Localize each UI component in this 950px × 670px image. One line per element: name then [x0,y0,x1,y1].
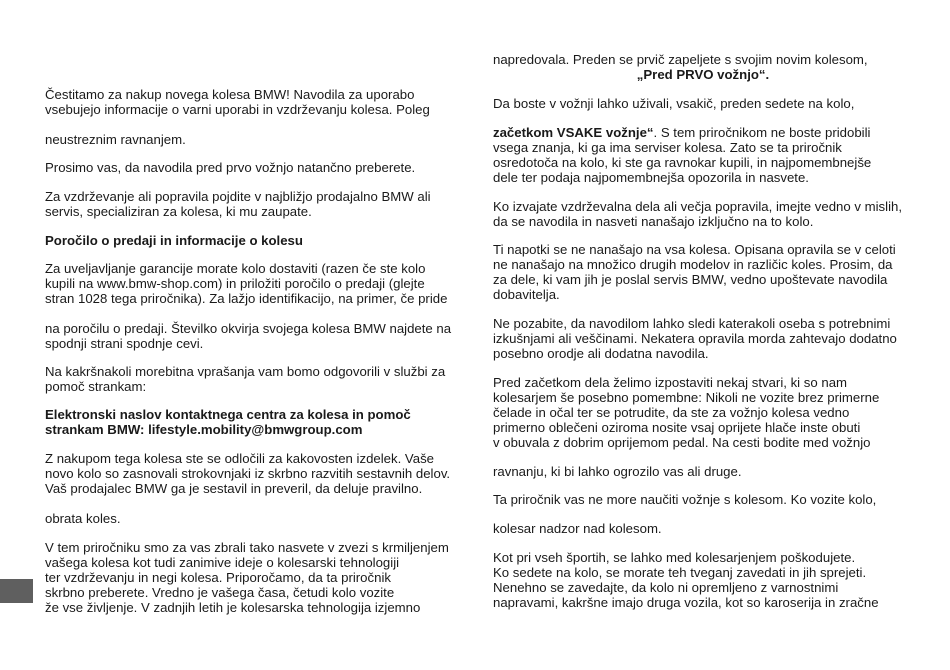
text-line: Čestitamo za nakup novega kolesa BMW! Navodila za uporabo [45,87,415,102]
text-line: v obuvala z dobrim oprijemom pedal. Na cesti bodite med vožnjo [493,435,871,450]
text-line: Kot pri vseh športih, se lahko med kolesarjenjem poškodujete. [493,550,856,565]
text-line: Na kakršnakoli morebitna vprašanja vam bomo odgovorili v službi za [45,364,446,379]
text-line: ne nanašajo na množico drugih modelov in različic koles. Prosim, da [493,257,893,272]
text-line: kolesar nadzor nad kolesom. [493,521,662,536]
text-line: dele ter podaja najpomembnejša opozorila in nasvete. [493,170,809,185]
text-line: ter vzdrževanju in negi kolesa. Priporočamo, da ta priročnik [45,570,391,585]
text-line: vsega znanja, ki ga ima serviser kolesa. Zato se ta priročnik [493,140,842,155]
text-line: posebno orodje ali dodatna navodila. [493,346,709,361]
text-line [493,125,870,140]
text-line: Ti napotki se ne nanašajo na vsa kolesa. Opisana opravila se v celoti [493,242,896,257]
text-line: čelade in očal ter se potrudite, da ste za vožnjo kolesa vedno [493,405,850,420]
text-line: skrbno preberete. Vredno je vašega časa, četudi kolo vozite [45,585,395,600]
text-line: za dele, ki vam jih je poslal servis BMW, vedno upoštevate navodila [493,272,888,287]
text-line: Ko izvajate vzdrževalna dela ali večja popravila, imejte vedno v mislih, [493,199,903,214]
text-line: osredotoča na kolo, ki ste ga ravnokar kupili, in najpomembnejše [493,155,872,170]
text-line: Ko sedete na kolo, se morate teh tveganj zavedati in jih sprejeti. [493,565,867,580]
text-line: kolesarjem še posebno pomembne: Nikoli ne vozite brez primerne [493,390,880,405]
section-heading: Poročilo o predaji in informacije o kolesu [45,233,303,248]
text-line: Ta priročnik vas ne more naučiti vožnje s kolesom. Ko vozite kolo, [493,492,877,507]
text-line: obrata koles. [45,511,121,526]
text-line: servis, specializiran za kolesa, ki mu zaupate. [45,204,312,219]
text-line: pomoč strankam: [45,379,147,394]
text-line: Z nakupom tega kolesa ste se odločili za kakovosten izdelek. Vaše [45,451,434,466]
text-line: Nenehno se zavedajte, da kolo ni opremljeno z varnostnimi [493,580,839,595]
text-line: že vse življenje. V zadnjih letih je kolesarska tehnologija izjemno [45,600,421,615]
bold-phrase: začetkom VSAKE vožnje“ [493,125,654,140]
contact-email-line: strankam BMW: lifestyle.mobility@bmwgroup.com [45,422,363,437]
text-line: V tem priročniku smo za vas zbrali tako nasvete v zvezi s krmiljenjem [45,540,449,555]
text-line: Vaš prodajalec BMW ga je sestavil in preveril, da deluje pravilno. [45,481,423,496]
text-line: Za uveljavljanje garancije morate kolo dostaviti (razen če ste kolo [45,261,426,276]
text-line: izkušnjami ali veščinami. Nekatera opravila morda zahtevajo dodatno [493,331,897,346]
text-line: vašega kolesa kot tudi zanimive ideje o kolesarski tehnologiji [45,555,400,570]
page-tab-marker [0,579,33,603]
text-line: novo kolo so zasnovali strokovnjaki iz skrbno razvitih sestavnih delov. [45,466,451,481]
text-line: spodnji strani spodnje cevi. [45,336,204,351]
text-line: Za vzdrževanje ali popravila pojdite v najbližjo prodajalno BMW ali [45,189,431,204]
text-line: napravami, kakršne imajo druga vozila, kot so karoserija in zračne [493,595,879,610]
text-line: da se navodila in nasveti nanašajo izključno na to kolo. [493,214,814,229]
text-line: neustreznim ravnanjem. [45,132,186,147]
text-line: Da boste v vožnji lahko uživali, vsakič, preden sedete na kolo, [493,96,855,111]
text-run: . S tem priročnikom ne boste pridobili [653,125,871,140]
text-line-centered: „Pred PRVO vožnjo“. [636,67,770,82]
text-line: Pred začetkom dela želimo izpostaviti nekaj stvari, ki so nam [493,375,848,390]
text-line: Prosimo vas, da navodila pred prvo vožnjo natančno preberete. [45,160,416,175]
text-line: napredovala. Preden se prvič zapeljete s svojim novim kolesom, [493,52,868,67]
text-line: primerno oblečeni oziroma nosite vsaj oprijete hlače inste obuti [493,420,861,435]
text-line: dobavitelja. [493,287,560,302]
text-line: ravnanju, ki bi lahko ogrozilo vas ali druge. [493,464,742,479]
text-line: vsebujejo informacije o varni uporabi in vzdrževanju kolesa. Poleg [45,102,430,117]
contact-heading: Elektronski naslov kontaktnega centra za kolesa in pomoč [45,407,411,422]
text-line: Ne pozabite, da navodilom lahko sledi katerakoli oseba s potrebnimi [493,316,891,331]
text-line: kupili na www.bmw-shop.com) in priložiti poročilo o predaji (glejte [45,276,425,291]
text-line: na poročilu o predaji. Številko okvirja svojega kolesa BMW najdete na [45,321,452,336]
text-line: stran 1028 tega priročnika). Za lažjo identifikacijo, na primer, če pride [45,291,448,306]
